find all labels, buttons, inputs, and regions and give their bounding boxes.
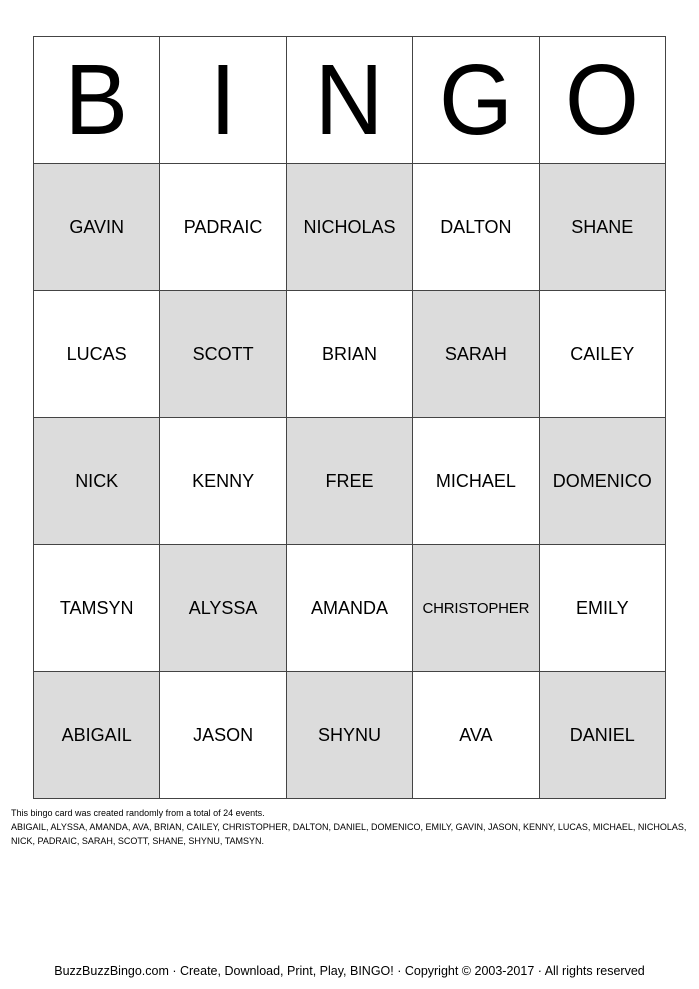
bingo-cell: SARAH <box>413 291 539 418</box>
bingo-row <box>34 291 666 418</box>
bingo-cell: EMILY <box>539 545 665 672</box>
bingo-cell: PADRAIC <box>160 164 286 291</box>
bingo-cell: SHANE <box>539 164 665 291</box>
bingo-cell: BRIAN <box>286 291 412 418</box>
header-letter-g: G <box>413 37 539 164</box>
bingo-cell: KENNY <box>160 418 286 545</box>
page-footer: BuzzBuzzBingo.com · Create, Download, Print, Play, BINGO! · Copyright © 2003-2017 · All rights reserved <box>54 964 645 978</box>
bingo-card <box>33 36 666 799</box>
bingo-header-row <box>34 37 666 164</box>
header-letter-n: N <box>286 37 412 164</box>
card-info-text <box>11 806 689 848</box>
bingo-cell: NICHOLAS <box>286 164 412 291</box>
header-letter-i: I <box>160 37 286 164</box>
bingo-cell: LUCAS <box>34 291 160 418</box>
bingo-row <box>34 672 666 799</box>
bingo-cell: CHRISTOPHER <box>413 545 539 672</box>
header-letter-b: B <box>34 37 160 164</box>
bingo-row <box>34 545 666 672</box>
bingo-cell: MICHAEL <box>413 418 539 545</box>
bingo-cell: CAILEY <box>539 291 665 418</box>
bingo-cell: GAVIN <box>34 164 160 291</box>
bingo-row <box>34 418 666 545</box>
bingo-cell: TAMSYN <box>34 545 160 672</box>
bingo-cell: AMANDA <box>286 545 412 672</box>
free-space-cell: FREE <box>286 418 412 545</box>
bingo-cell: JASON <box>160 672 286 799</box>
header-letter-o: O <box>539 37 665 164</box>
bingo-cell: ABIGAIL <box>34 672 160 799</box>
bingo-cell: DALTON <box>413 164 539 291</box>
bingo-cell: SCOTT <box>160 291 286 418</box>
bingo-cell: SHYNU <box>286 672 412 799</box>
bingo-cell: AVA <box>413 672 539 799</box>
bingo-row <box>34 164 666 291</box>
bingo-cell: DOMENICO <box>539 418 665 545</box>
bingo-cell: NICK <box>34 418 160 545</box>
card-info-summary: This bingo card was created randomly from a total of 24 events. <box>11 808 265 818</box>
card-info-event-list: ABIGAIL, ALYSSA, AMANDA, AVA, BRIAN, CAILEY, CHRISTOPHER, DALTON, DANIEL, DOMENICO, EMILY, GAVIN, JASON, KENNY, LUCAS, MICHAEL, NICHOLAS, NICK, PADRAIC, SARAH, SCOTT, SHANE, SHYNU, TAMSYN. <box>11 822 687 846</box>
bingo-cell: DANIEL <box>539 672 665 799</box>
bingo-cell: ALYSSA <box>160 545 286 672</box>
